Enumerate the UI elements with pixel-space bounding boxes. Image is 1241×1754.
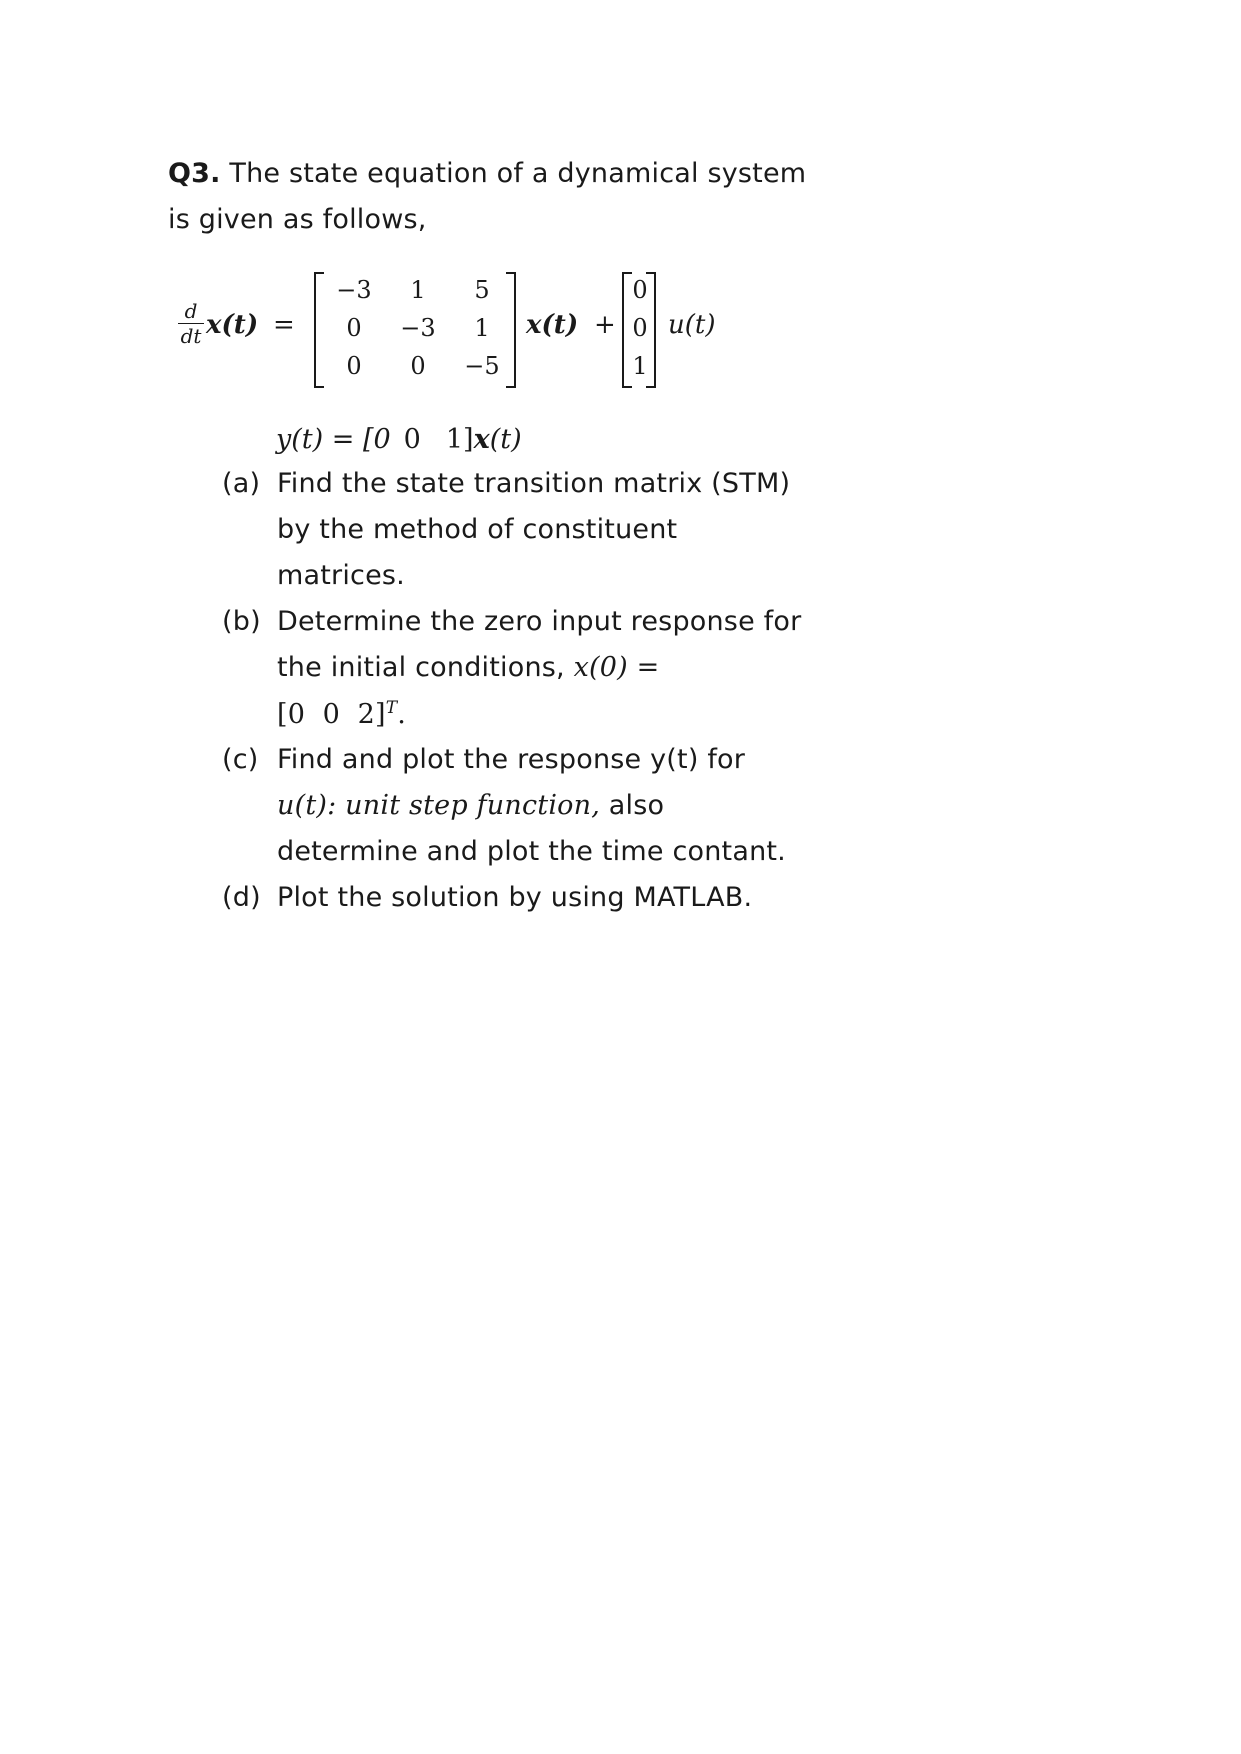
- state-vector-rhs: x(t): [526, 310, 579, 340]
- matrix-a-cell: 0: [346, 314, 362, 342]
- matrix-a-cell: 0: [346, 352, 362, 380]
- matrix-a-left-bracket: [314, 272, 324, 388]
- question-number: Q3.: [168, 158, 221, 189]
- matrix-a-cell: −3: [400, 314, 436, 342]
- part-c-line-3: determine and plot the time contant.: [277, 836, 786, 867]
- matrix-a-cell: 1: [410, 276, 426, 304]
- input-signal: u(t): [668, 310, 716, 340]
- transpose-superscript: T: [385, 698, 398, 718]
- part-b-line-1: Determine the zero input response for: [277, 606, 802, 637]
- part-d-label: (d): [222, 882, 261, 913]
- output-equation-lhs: y(t) = [0: [276, 424, 391, 455]
- part-a-label: (a): [222, 468, 261, 499]
- part-b-line-2: [277, 652, 659, 683]
- state-equation: [178, 260, 778, 400]
- matrix-a-cell: 5: [474, 276, 490, 304]
- matrix-b-cell: 0: [632, 276, 648, 304]
- question-intro-text-1: The state equation of a dynamical system: [220, 158, 807, 189]
- plus-sign: +: [594, 310, 616, 340]
- matrix-b-cell: 0: [632, 314, 648, 342]
- question-intro-line-1: [168, 158, 806, 189]
- equals-sign: =: [273, 310, 295, 340]
- part-c-line-1: Find and plot the response y(t) for: [277, 744, 746, 775]
- part-a-line-2: by the method of constituent: [277, 514, 678, 545]
- output-equation: [276, 424, 522, 455]
- derivative-denominator: dt: [180, 324, 202, 348]
- matrix-a-cell: 1: [474, 314, 490, 342]
- derivative-operator: [178, 300, 204, 347]
- part-b-label: (b): [222, 606, 261, 637]
- matrix-a-cell: −5: [464, 352, 500, 380]
- part-b-line-2-text: the initial conditions,: [277, 652, 574, 683]
- matrix-a-cell: −3: [336, 276, 372, 304]
- matrix-a-cell: 0: [410, 352, 426, 380]
- input-definition: u(t): unit step function,: [277, 790, 600, 821]
- output-state-t: (t): [489, 424, 522, 455]
- initial-condition-lhs: x(0) =: [573, 652, 660, 683]
- state-vector-lhs: x(t): [206, 310, 259, 340]
- initial-condition-vector: [0 0 2]: [277, 699, 386, 730]
- part-c-line-2: [277, 790, 664, 821]
- matrix-b-cell: 1: [632, 352, 648, 380]
- matrix-b-right-bracket: [646, 272, 656, 388]
- output-state-x: x: [473, 424, 490, 455]
- question-intro-line-2: is given as follows,: [168, 204, 427, 235]
- derivative-numerator: d: [184, 299, 198, 323]
- part-c-label: (c): [222, 744, 259, 775]
- output-matrix-c2: 0: [403, 424, 421, 455]
- part-b-line-3-end: .: [397, 699, 407, 730]
- part-b-line-3: [277, 698, 406, 730]
- part-a-line-3: matrices.: [277, 560, 405, 591]
- part-a-line-1: Find the state transition matrix (STM): [277, 468, 791, 499]
- part-d-line-1: Plot the solution by using MATLAB.: [277, 882, 753, 913]
- part-c-line-2-text: also: [600, 790, 665, 821]
- output-matrix-c3: 1]: [445, 424, 474, 455]
- matrix-a-right-bracket: [506, 272, 516, 388]
